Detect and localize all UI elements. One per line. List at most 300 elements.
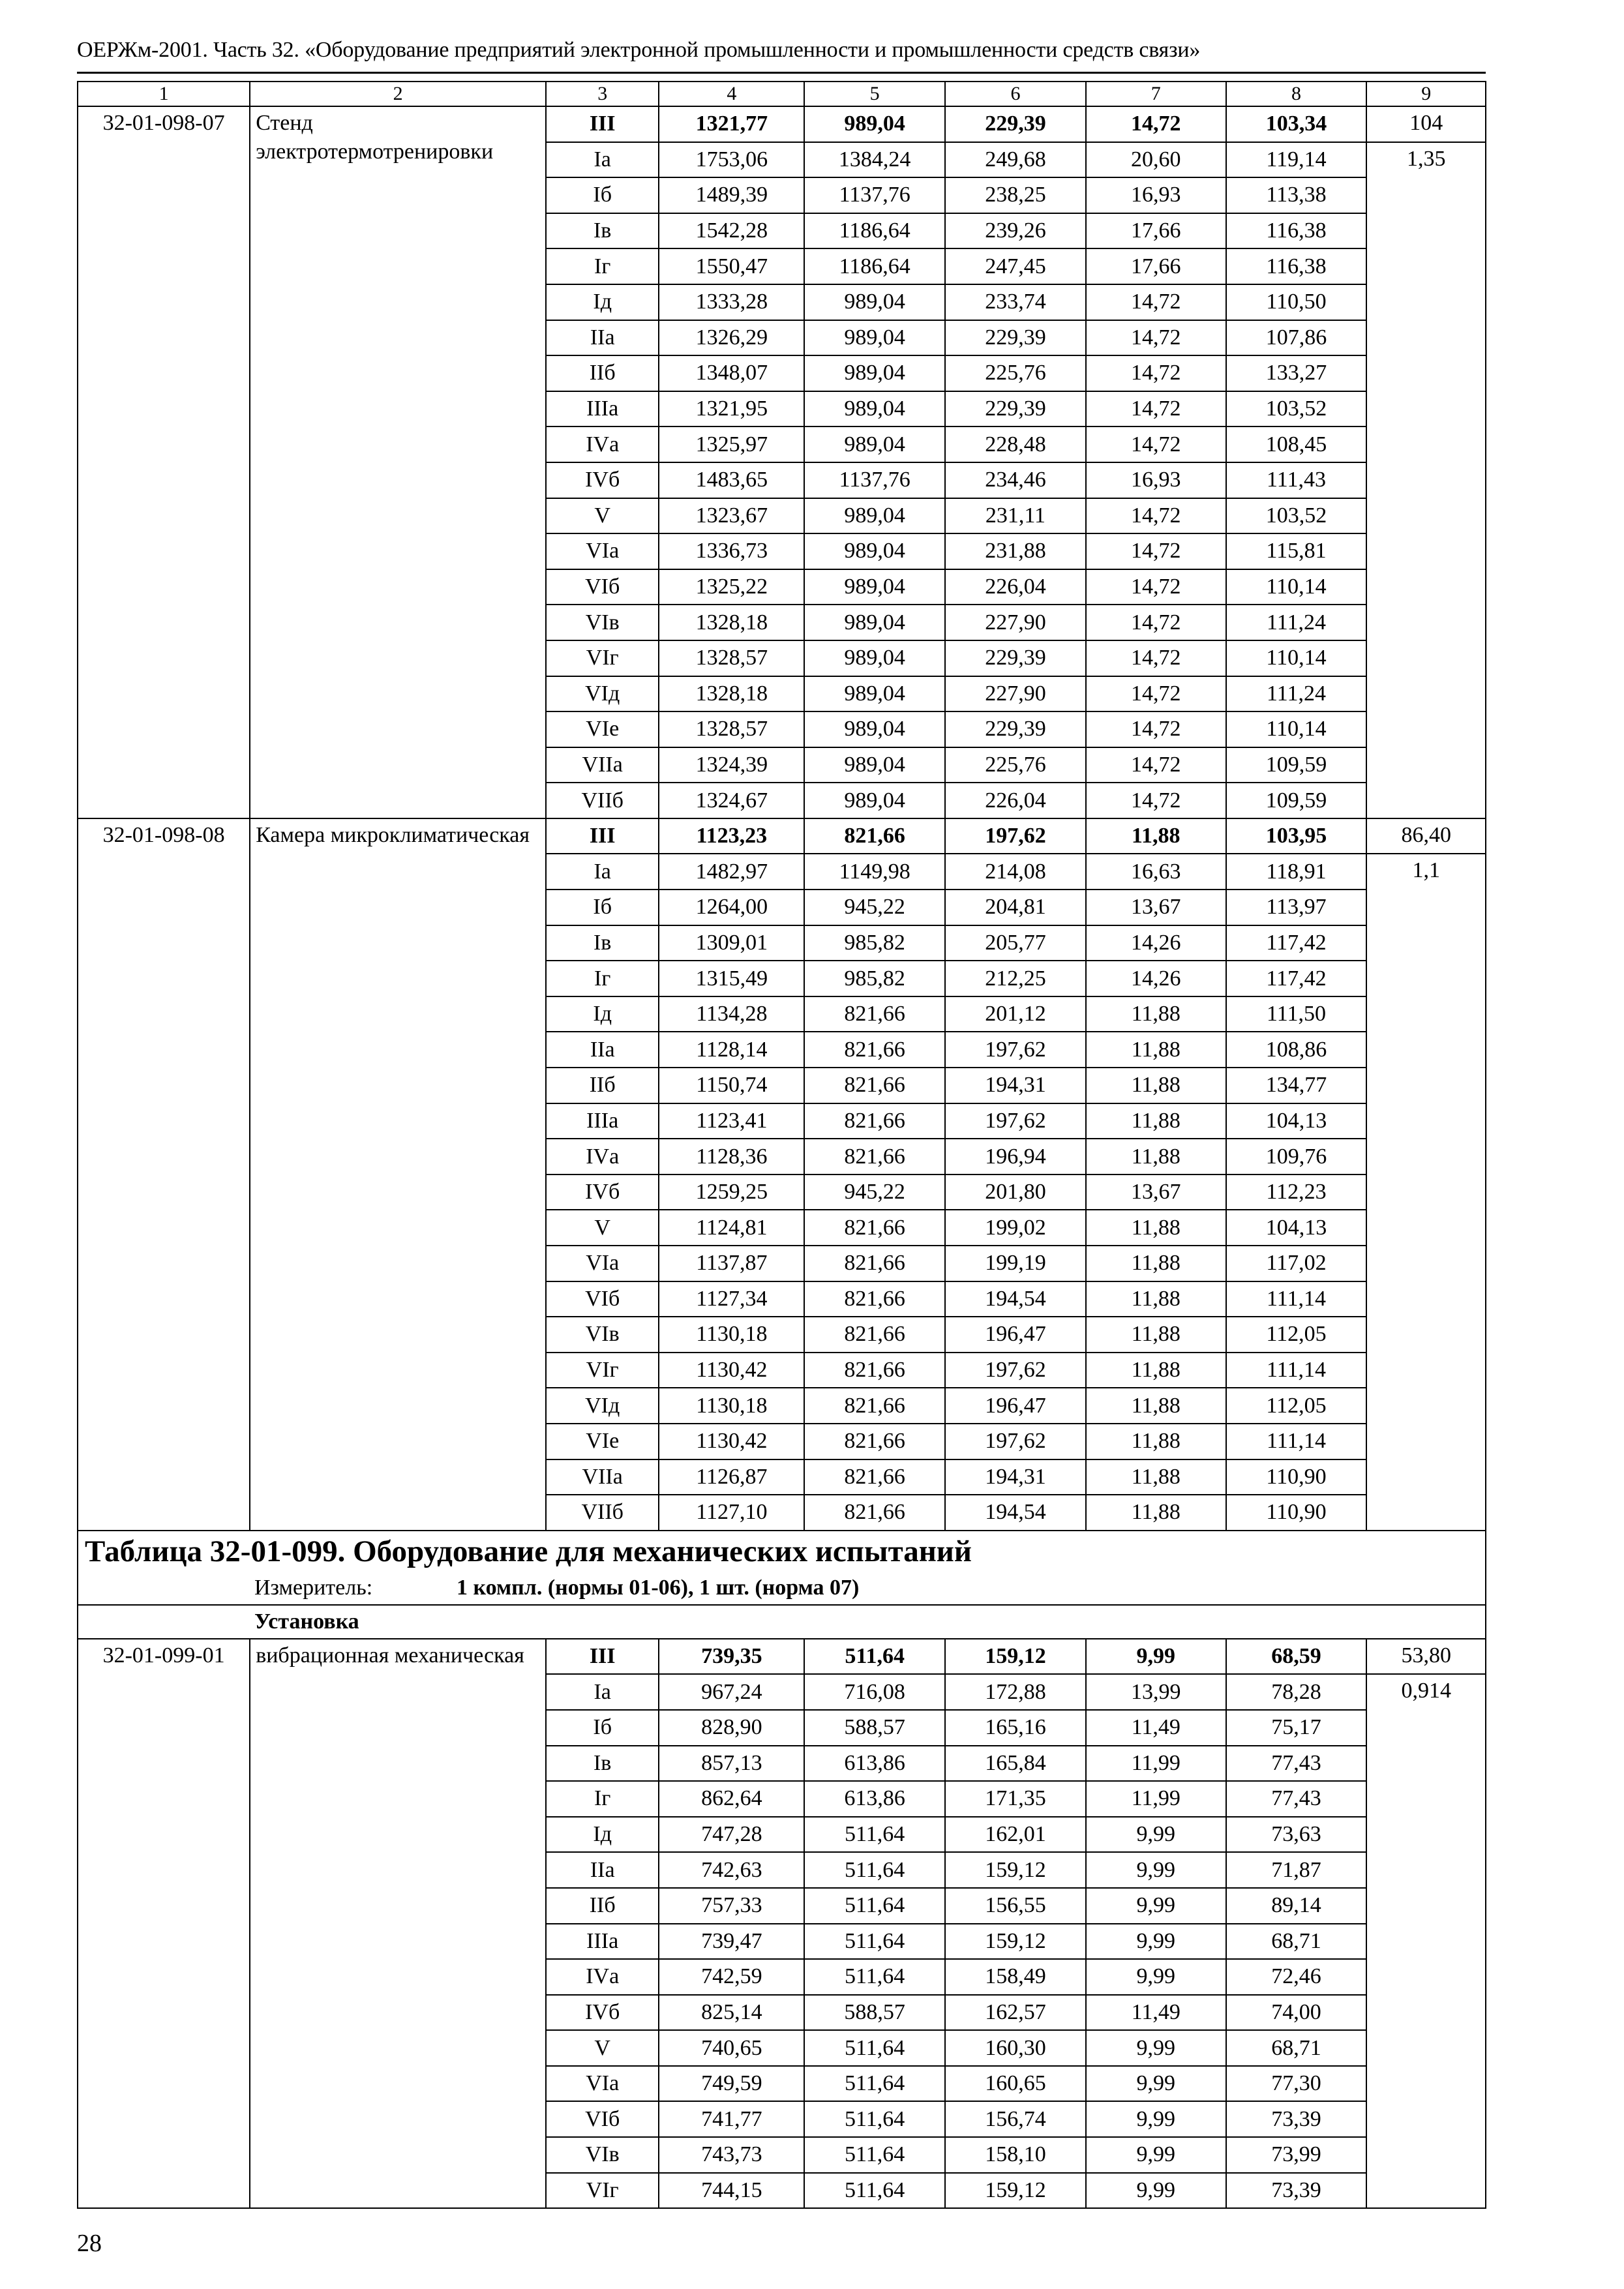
value-cell: 821,66 [804,1068,945,1103]
zone-cell: Iг [546,1781,659,1817]
table-title-row [78,1531,1486,1572]
zone-cell: IIIа [546,391,659,427]
col9-empty [1366,1103,1486,1139]
value-cell: 159,12 [945,2173,1086,2209]
value-cell: 196,94 [945,1139,1086,1174]
col9-empty [1366,747,1486,783]
meter-row [78,1572,1486,1605]
value-cell: 197,62 [945,818,1086,854]
value-cell: 511,64 [804,1852,945,1888]
value-cell: 117,42 [1226,961,1367,996]
value-cell: 14,72 [1086,355,1226,391]
value-cell: 14,72 [1086,783,1226,818]
value-cell: 116,38 [1226,248,1367,284]
value-cell: 945,22 [804,890,945,925]
value-cell: 108,86 [1226,1032,1367,1068]
col9-empty [1366,996,1486,1032]
col9-value: 53,80 [1366,1639,1486,1675]
value-cell: 14,72 [1086,391,1226,427]
col9-empty [1366,1746,1486,1782]
value-cell: 989,04 [804,676,945,712]
value-cell: 1324,39 [659,747,804,783]
value-cell: 74,00 [1226,1995,1367,2031]
value-cell: 511,64 [804,1639,945,1675]
value-cell: 159,12 [945,1639,1086,1675]
value-cell: 133,27 [1226,355,1367,391]
value-cell: 111,14 [1226,1424,1367,1459]
value-cell: 249,68 [945,142,1086,178]
value-cell: 14,72 [1086,747,1226,783]
value-cell: 104,13 [1226,1210,1367,1246]
value-cell: 857,13 [659,1746,804,1782]
col9-empty [1366,1817,1486,1853]
col9-empty [1366,462,1486,498]
value-cell: 1336,73 [659,533,804,569]
col9-empty [1366,1388,1486,1424]
value-cell: 9,99 [1086,1817,1226,1853]
meter [78,1572,1486,1605]
value-cell: 9,99 [1086,2137,1226,2173]
value-cell: 1149,98 [804,854,945,890]
zone-cell: Iг [546,961,659,996]
value-cell: 747,28 [659,1817,804,1853]
value-cell: 16,93 [1086,462,1226,498]
value-cell: 11,88 [1086,1068,1226,1103]
col9-empty [1366,1924,1486,1960]
value-cell: 72,46 [1226,1959,1367,1995]
col9-empty [1366,1888,1486,1924]
page-header: ОЕРЖм-2001. Часть 32. «Оборудование предприятий электронной промышленности и промышленности средств связи» [77,38,1201,62]
value-cell: 112,23 [1226,1174,1367,1210]
value-cell: 11,88 [1086,1317,1226,1353]
value-cell: 111,24 [1226,605,1367,640]
value-cell: 234,46 [945,462,1086,498]
value-cell: 197,62 [945,1424,1086,1459]
value-cell: 162,57 [945,1995,1086,2031]
zone-cell: Iб [546,890,659,925]
col9-empty [1366,961,1486,996]
value-cell: 89,14 [1226,1888,1367,1924]
value-cell: 14,26 [1086,961,1226,996]
zone-cell: VIIб [546,783,659,818]
value-cell: 989,04 [804,747,945,783]
value-cell: 821,66 [804,1388,945,1424]
value-cell: 14,26 [1086,925,1226,961]
value-cell: 113,97 [1226,890,1367,925]
value-cell: 111,43 [1226,462,1367,498]
value-cell: 103,52 [1226,391,1367,427]
zone-cell: VIа [546,533,659,569]
value-cell: 744,15 [659,2173,804,2209]
value-cell: 511,64 [804,1888,945,1924]
value-cell: 227,90 [945,605,1086,640]
value-cell: 1130,18 [659,1317,804,1353]
value-cell: 110,14 [1226,711,1367,747]
value-cell: 20,60 [1086,142,1226,178]
col9-empty [1366,2173,1486,2209]
value-cell: 1348,07 [659,355,804,391]
value-cell: 9,99 [1086,1639,1226,1675]
value-cell: 862,64 [659,1781,804,1817]
column-number: 1 [78,82,250,106]
zone-cell: Iа [546,1674,659,1710]
value-cell: 194,31 [945,1068,1086,1103]
value-cell: 821,66 [804,818,945,854]
zone-cell: V [546,2030,659,2066]
value-cell: 165,84 [945,1746,1086,1782]
value-cell: 716,08 [804,1674,945,1710]
value-cell: 757,33 [659,1888,804,1924]
zone-cell: IVа [546,426,659,462]
col9-empty [1366,640,1486,676]
column-number: 5 [804,82,945,106]
col9-empty [1366,248,1486,284]
zone-cell: IVб [546,1995,659,2031]
value-cell: 134,77 [1226,1068,1367,1103]
value-cell: 743,73 [659,2137,804,2173]
value-cell: 985,82 [804,925,945,961]
value-cell: 821,66 [804,1139,945,1174]
value-cell: 825,14 [659,1995,804,2031]
col9-empty [1366,355,1486,391]
section-row [78,1605,1486,1639]
value-cell: 1324,67 [659,783,804,818]
value-cell: 111,24 [1226,676,1367,712]
value-cell: 103,52 [1226,498,1367,534]
column-number: 4 [659,82,804,106]
value-cell: 9,99 [1086,1959,1226,1995]
value-cell: 11,88 [1086,1424,1226,1459]
col9-empty [1366,676,1486,712]
value-cell: 588,57 [804,1710,945,1746]
zone-cell: Iв [546,925,659,961]
zone-cell: IVб [546,462,659,498]
value-cell: 588,57 [804,1995,945,2031]
value-cell: 199,02 [945,1210,1086,1246]
column-number: 8 [1226,82,1367,106]
value-cell: 194,54 [945,1281,1086,1317]
value-cell: 77,30 [1226,2066,1367,2102]
value-cell: 108,45 [1226,426,1367,462]
value-cell: 162,01 [945,1817,1086,1853]
zone-cell: IIа [546,1032,659,1068]
value-cell: 821,66 [804,1103,945,1139]
value-cell: 201,12 [945,996,1086,1032]
value-cell: 11,88 [1086,1388,1226,1424]
col9-empty [1366,1068,1486,1103]
zone-cell: Iа [546,854,659,890]
value-cell: 73,99 [1226,2137,1367,2173]
zone-cell: VIв [546,605,659,640]
value-cell: 226,04 [945,783,1086,818]
value-cell: 11,99 [1086,1781,1226,1817]
value-cell: 989,04 [804,391,945,427]
value-cell: 199,19 [945,1246,1086,1281]
rate-code: 32-01-099-01 [78,1639,250,2209]
col9-empty [1366,1139,1486,1174]
value-cell: 1186,64 [804,248,945,284]
col9-empty [1366,1852,1486,1888]
value-cell: 14,72 [1086,498,1226,534]
value-cell: 197,62 [945,1353,1086,1388]
value-cell: 14,72 [1086,605,1226,640]
value-cell: 11,88 [1086,1246,1226,1281]
col9-empty [1366,1459,1486,1495]
value-cell: 11,88 [1086,1353,1226,1388]
value-cell: 511,64 [804,2173,945,2209]
zone-cell: IVа [546,1139,659,1174]
zone-cell: VIд [546,1388,659,1424]
value-cell: 511,64 [804,2101,945,2137]
value-cell: 158,10 [945,2137,1086,2173]
value-cell: 197,62 [945,1032,1086,1068]
value-cell: 73,63 [1226,1817,1367,1853]
value-cell: 13,67 [1086,890,1226,925]
value-cell: 11,49 [1086,1710,1226,1746]
value-cell: 821,66 [804,1317,945,1353]
zone-cell: IIа [546,320,659,356]
zone-cell: VIб [546,1281,659,1317]
value-cell: 11,88 [1086,818,1226,854]
value-cell: 985,82 [804,961,945,996]
col9-empty [1366,320,1486,356]
value-cell: 113,38 [1226,177,1367,213]
value-cell: 107,86 [1226,320,1367,356]
value-cell: 989,04 [804,605,945,640]
value-cell: 1315,49 [659,961,804,996]
value-cell: 14,72 [1086,320,1226,356]
value-cell: 196,47 [945,1317,1086,1353]
zone-cell: VIв [546,1317,659,1353]
value-cell: 225,76 [945,355,1086,391]
col9-empty [1366,2030,1486,2066]
value-cell: 156,74 [945,2101,1086,2137]
value-cell: 229,39 [945,320,1086,356]
col9-empty [1366,2101,1486,2137]
value-cell: 11,49 [1086,1995,1226,2031]
col9-value: 86,40 [1366,818,1486,854]
value-cell: 1130,18 [659,1388,804,1424]
zone-cell: IIб [546,355,659,391]
value-cell: 196,47 [945,1388,1086,1424]
value-cell: 111,14 [1226,1281,1367,1317]
value-cell: 71,87 [1226,1852,1367,1888]
value-cell: 229,39 [945,106,1086,142]
value-cell: 204,81 [945,890,1086,925]
meter-value: 1 компл. (нормы 01-06), 1 шт. (норма 07) [457,1575,860,1600]
zone-cell: VIе [546,1424,659,1459]
zone-cell: Iб [546,1710,659,1746]
value-cell: 11,99 [1086,1746,1226,1782]
zone-cell: VIа [546,2066,659,2102]
value-cell: 110,90 [1226,1495,1367,1531]
value-cell: 104,13 [1226,1103,1367,1139]
value-cell: 1321,77 [659,106,804,142]
value-cell: 989,04 [804,533,945,569]
value-cell: 613,86 [804,1781,945,1817]
value-cell: 158,49 [945,1959,1086,1995]
value-cell: 967,24 [659,1674,804,1710]
meter-label: Измеритель: [254,1575,373,1600]
zone-cell: VIг [546,2173,659,2209]
value-cell: 111,50 [1226,996,1367,1032]
column-number: 3 [546,82,659,106]
zone-cell: VIа [546,1246,659,1281]
zone-cell: VIв [546,2137,659,2173]
value-cell: 1328,57 [659,640,804,676]
zone-cell: IIIа [546,1103,659,1139]
value-cell: 14,72 [1086,284,1226,320]
value-cell: 119,14 [1226,142,1367,178]
value-cell: 110,50 [1226,284,1367,320]
value-cell: 613,86 [804,1746,945,1782]
col9-empty [1366,1210,1486,1246]
value-cell: 511,64 [804,2137,945,2173]
value-cell: 9,99 [1086,2173,1226,2209]
table-row [78,106,1486,142]
value-cell: 1127,34 [659,1281,804,1317]
equipment-name: Стенд электротермотренировки [250,106,546,818]
value-cell: 73,39 [1226,2101,1367,2137]
value-cell: 1186,64 [804,213,945,249]
equipment-name: вибрационная механическая [250,1639,546,2209]
zone-cell: IIа [546,1852,659,1888]
value-cell: 821,66 [804,1281,945,1317]
value-cell: 118,91 [1226,854,1367,890]
col9-empty [1366,2137,1486,2173]
zone-cell: IVб [546,1174,659,1210]
col9-empty [1366,1174,1486,1210]
value-cell: 112,05 [1226,1317,1367,1353]
zone-cell: III [546,1639,659,1675]
value-cell: 159,12 [945,1852,1086,1888]
value-cell: 1259,25 [659,1174,804,1210]
value-cell: 989,04 [804,106,945,142]
value-cell: 227,90 [945,676,1086,712]
value-cell: 739,35 [659,1639,804,1675]
value-cell: 77,43 [1226,1746,1367,1782]
zone-cell: Iд [546,1817,659,1853]
value-cell: 1128,36 [659,1139,804,1174]
table-row [78,818,1486,854]
value-cell: 989,04 [804,640,945,676]
value-cell: 11,88 [1086,1139,1226,1174]
value-cell: 989,04 [804,355,945,391]
col9-value: 1,1 [1366,854,1486,890]
value-cell: 109,59 [1226,783,1367,818]
value-cell: 1126,87 [659,1459,804,1495]
zone-cell: Iв [546,213,659,249]
value-cell: 945,22 [804,1174,945,1210]
value-cell: 1321,95 [659,391,804,427]
value-cell: 14,72 [1086,640,1226,676]
value-cell: 1323,67 [659,498,804,534]
value-cell: 1137,76 [804,462,945,498]
col9-empty [1366,498,1486,534]
col9-value: 104 [1366,106,1486,142]
value-cell: 115,81 [1226,533,1367,569]
value-cell: 212,25 [945,961,1086,996]
value-cell: 14,72 [1086,533,1226,569]
zone-cell: VIIа [546,1459,659,1495]
value-cell: 228,48 [945,426,1086,462]
col9-empty [1366,1246,1486,1281]
value-cell: 1550,47 [659,248,804,284]
zone-cell: Iб [546,177,659,213]
value-cell: 9,99 [1086,2066,1226,2102]
page-number: 28 [77,2230,102,2257]
value-cell: 205,77 [945,925,1086,961]
value-cell: 821,66 [804,1424,945,1459]
value-cell: 231,88 [945,533,1086,569]
value-cell: 821,66 [804,1459,945,1495]
value-cell: 821,66 [804,1210,945,1246]
value-cell: 1384,24 [804,142,945,178]
zone-cell: VIг [546,1353,659,1388]
value-cell: 109,59 [1226,747,1367,783]
zone-cell: III [546,818,659,854]
rates-table [77,81,1486,2209]
col9-value: 1,35 [1366,142,1486,178]
value-cell: 741,77 [659,2101,804,2137]
value-cell: 214,08 [945,854,1086,890]
col9-empty [1366,426,1486,462]
value-cell: 13,67 [1086,1174,1226,1210]
value-cell: 14,72 [1086,676,1226,712]
section-title: Установка [78,1605,1486,1639]
col9-empty [1366,1781,1486,1817]
col9-empty [1366,569,1486,605]
value-cell: 68,71 [1226,2030,1367,2066]
value-cell: 194,31 [945,1459,1086,1495]
zone-cell: VIб [546,569,659,605]
value-cell: 159,12 [945,1924,1086,1960]
value-cell: 103,34 [1226,106,1367,142]
value-cell: 1264,00 [659,890,804,925]
zone-cell: III [546,106,659,142]
value-cell: 989,04 [804,284,945,320]
col9-empty [1366,177,1486,213]
value-cell: 11,88 [1086,1459,1226,1495]
value-cell: 77,43 [1226,1781,1367,1817]
column-number: 2 [250,82,546,106]
zone-cell: VIд [546,676,659,712]
value-cell: 197,62 [945,1103,1086,1139]
value-cell: 989,04 [804,783,945,818]
value-cell: 17,66 [1086,248,1226,284]
value-cell: 229,39 [945,391,1086,427]
value-cell: 239,26 [945,213,1086,249]
value-cell: 229,39 [945,711,1086,747]
value-cell: 821,66 [804,996,945,1032]
column-number: 9 [1366,82,1486,106]
value-cell: 112,05 [1226,1388,1367,1424]
value-cell: 11,88 [1086,1032,1226,1068]
value-cell: 247,45 [945,248,1086,284]
col9-empty [1366,1710,1486,1746]
value-cell: 11,88 [1086,1281,1226,1317]
value-cell: 75,17 [1226,1710,1367,1746]
value-cell: 1753,06 [659,142,804,178]
value-cell: 1130,42 [659,1353,804,1388]
value-cell: 233,74 [945,284,1086,320]
value-cell: 9,99 [1086,2030,1226,2066]
col9-empty [1366,783,1486,818]
value-cell: 1326,29 [659,320,804,356]
value-cell: 989,04 [804,569,945,605]
value-cell: 160,30 [945,2030,1086,2066]
value-cell: 73,39 [1226,2173,1367,2209]
